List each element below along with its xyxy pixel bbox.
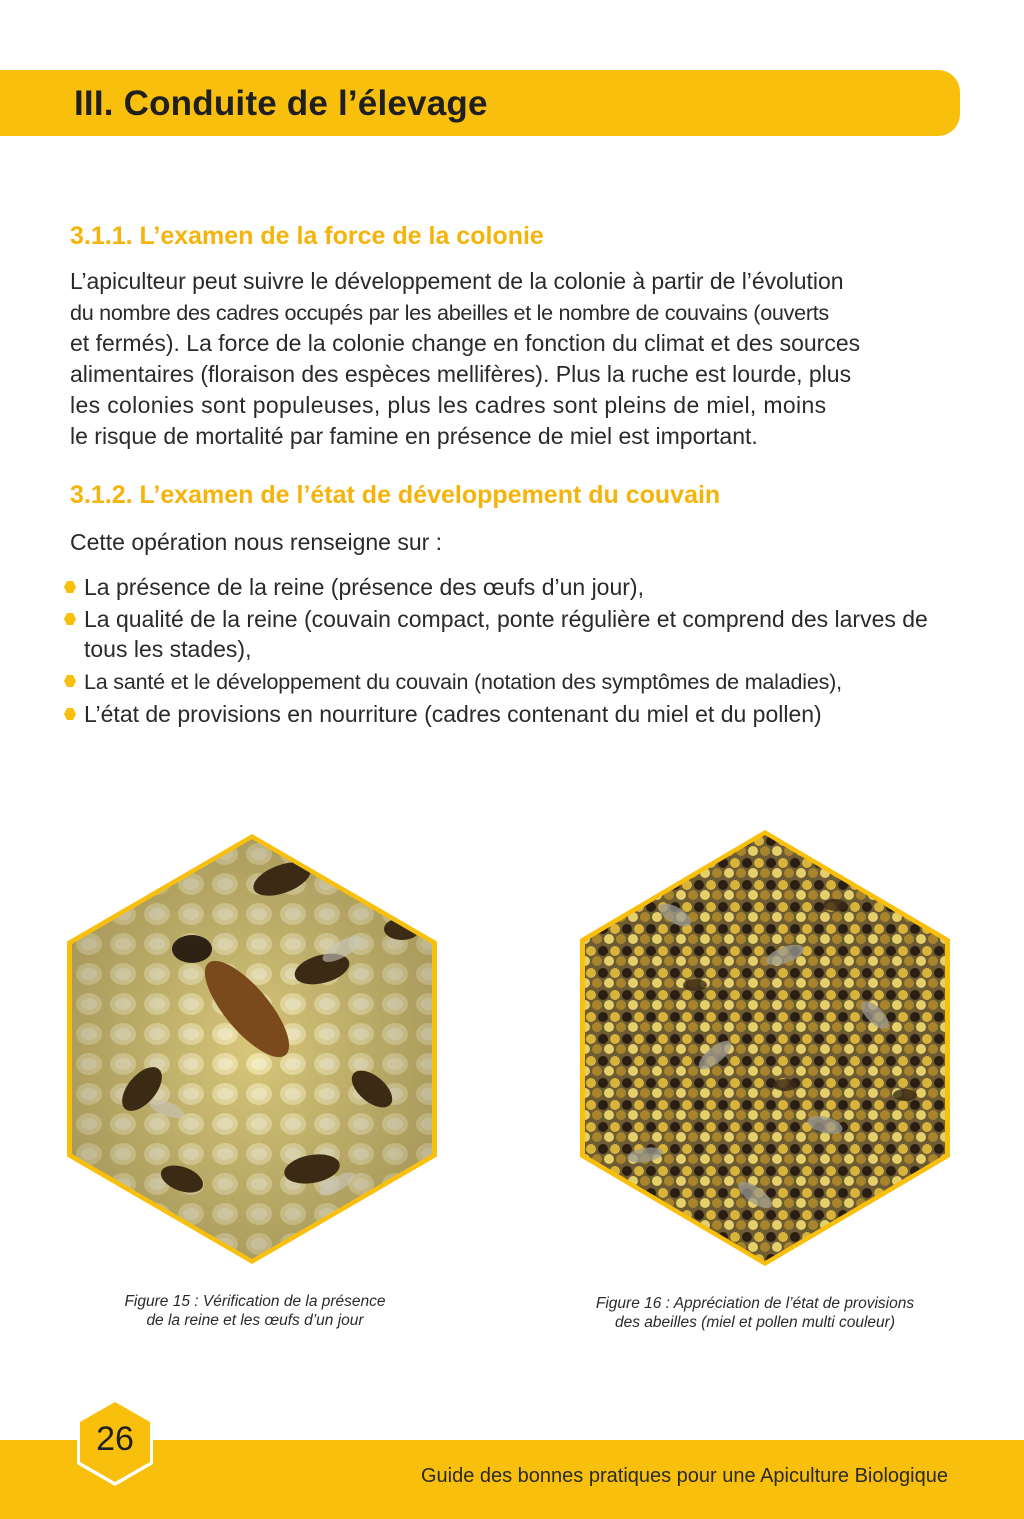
- body-line: L’apiculteur peut suivre le développement de la colonie à partir de l’évolution: [70, 268, 844, 294]
- list-item-text: L’état de provisions en nourriture (cadres contenant du miel et du pollen): [84, 701, 822, 727]
- hexagon-bullet-icon: [64, 675, 76, 687]
- section-heading-colony-strength: 3.1.1. L’examen de la force de la colonie: [70, 222, 544, 250]
- list-item-text: La présence de la reine (présence des œufs d’un jour),: [84, 574, 644, 600]
- body-line: le risque de mortalité par famine en présence de miel est important.: [70, 423, 758, 449]
- figure-16-frame: [580, 830, 950, 1266]
- chapter-banner: [0, 70, 960, 136]
- figure-15-image: [72, 839, 432, 1259]
- page-number: 26: [96, 1420, 134, 1458]
- list-item: [62, 604, 964, 664]
- footer-guide-title: Guide des bonnes pratiques pour une Apiculture Biologique: [420, 1465, 948, 1487]
- queen-bee-comb-image: [72, 839, 432, 1259]
- figure-16-caption: [560, 1294, 950, 1332]
- section-heading-brood: 3.1.2. L’examen de l’état de développement du couvain: [70, 481, 721, 509]
- pollen-honey-comb-image: [585, 835, 945, 1261]
- figure-15-frame: [67, 834, 437, 1264]
- caption-line: des abeilles (miel et pollen multi couleur): [615, 1314, 895, 1331]
- caption-line: Figure 15 : Vérification de la présence: [124, 1293, 386, 1310]
- hexagon-bullet-icon: [64, 708, 76, 720]
- caption-line: Figure 16 : Appréciation de l’état de provisions: [595, 1295, 915, 1312]
- list-item-text: La santé et le développement du couvain (notation des symptômes de maladies),: [84, 670, 842, 694]
- body-line: du nombre des cadres occupés par les abeilles et le nombre de couvains (ouverts: [70, 300, 829, 325]
- section-intro-brood: Cette opération nous renseigne sur :: [70, 529, 443, 555]
- list-item-text: La qualité de la reine (couvain compact, ponte régulière et comprend des larves de tous les stades),: [84, 606, 928, 662]
- section-body-colony-strength: [70, 266, 970, 452]
- body-line: les colonies sont populeuses, plus les cadres sont pleins de miel, moins: [70, 392, 827, 418]
- body-line: et fermés). La force de la colonie change en fonction du climat et des sources: [70, 330, 861, 356]
- figure-15-caption: [70, 1292, 440, 1330]
- caption-line: de la reine et les œufs d’un jour: [146, 1312, 364, 1329]
- body-line: alimentaires (floraison des espèces mellifères). Plus la ruche est lourde, plus: [70, 361, 852, 387]
- list-item: [62, 699, 884, 729]
- hexagon-bullet-icon: [64, 613, 76, 625]
- chapter-title: III. Conduite de l’élevage: [74, 84, 488, 123]
- hexagon-bullet-icon: [64, 581, 76, 593]
- list-item: [62, 666, 982, 697]
- bullet-list: [62, 572, 982, 731]
- list-item: [62, 572, 982, 602]
- figure-16-image: [585, 835, 945, 1261]
